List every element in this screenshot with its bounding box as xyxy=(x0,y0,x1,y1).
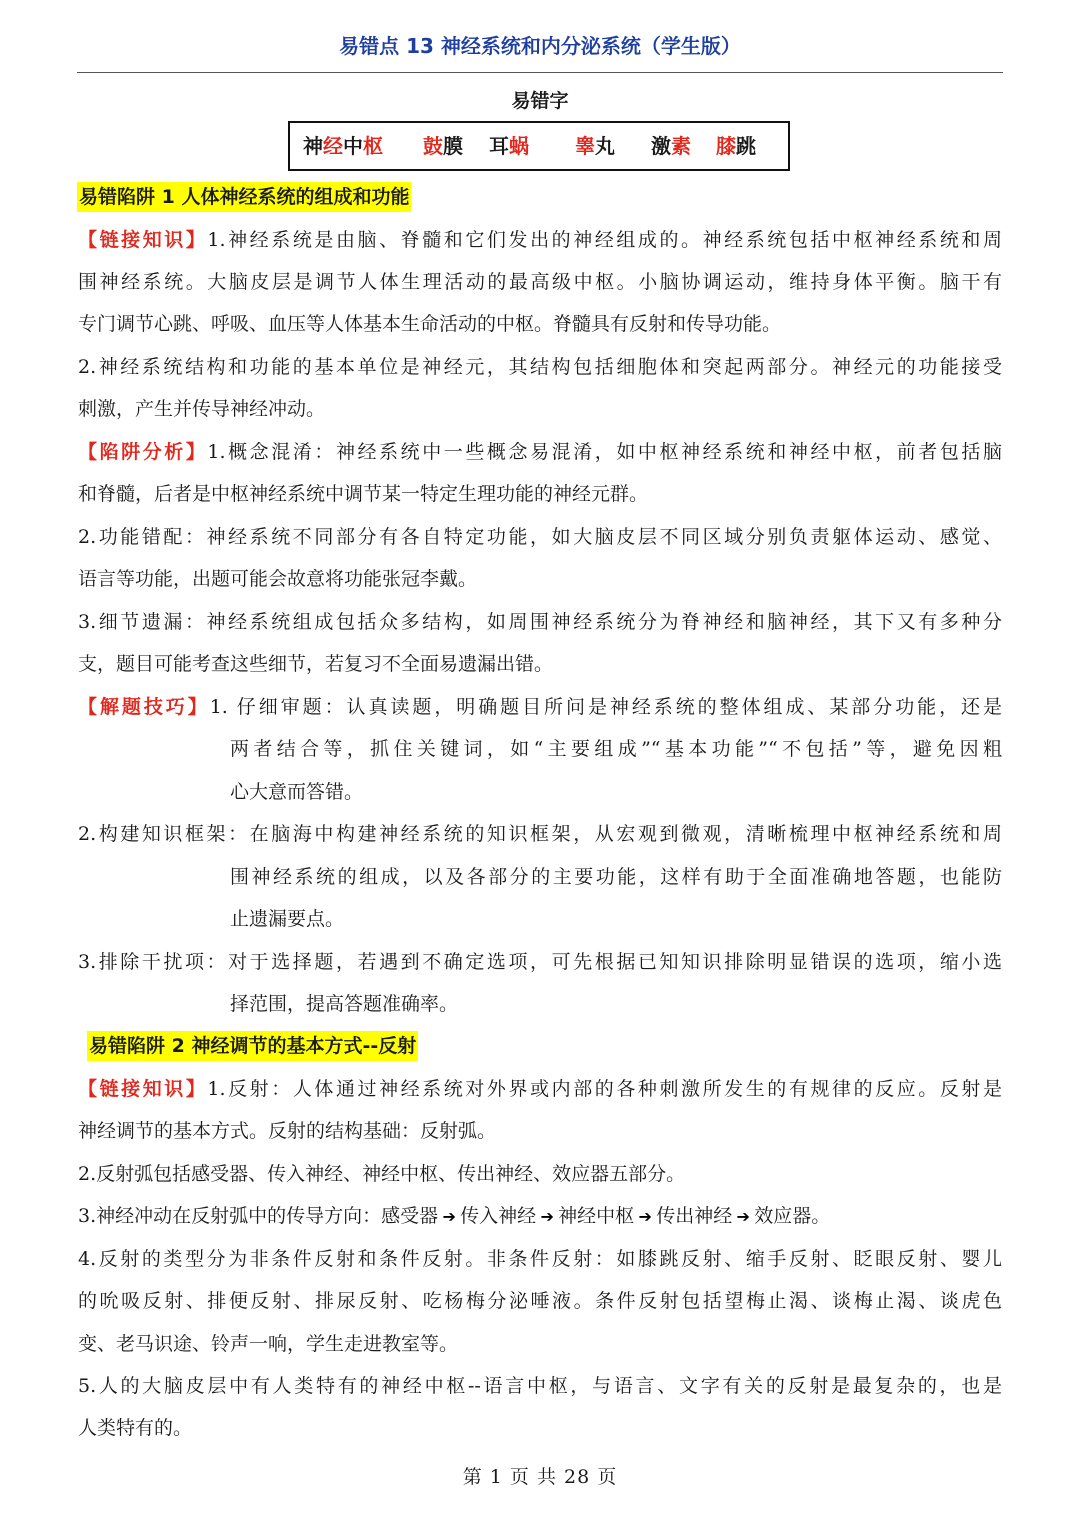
paragraph-line: 围神经系统的组成，以及各部分的主要功能，这样有助于全面准确地答题，也能防 xyxy=(230,866,1002,888)
path-step: 效应器。 xyxy=(754,1205,831,1227)
right-arrow-icon: ➔ xyxy=(442,1207,456,1226)
term-jisu: 激素 xyxy=(651,134,691,158)
path-step: 感受器 xyxy=(381,1205,439,1227)
right-arrow-icon: ➔ xyxy=(736,1207,750,1226)
term-erwo: 耳蜗 xyxy=(489,134,529,158)
term-gaowan: 睾丸 xyxy=(575,134,615,158)
trap-analysis-tag: 【陷阱分析】 xyxy=(78,441,208,463)
page-number: 第 1 页 共 28 页 xyxy=(462,1466,618,1488)
paragraph-line: 2.构建知识框架：在脑海中构建神经系统的知识框架，从宏观到微观，清晰梳理中枢神经系统和周 xyxy=(78,823,1002,845)
paragraph-line: 3.排除干扰项：对于选择题，若遇到不确定选项，可先根据已知知识排除明显错误的选项，缩小选 xyxy=(78,951,1002,973)
link-knowledge-tag: 【链接知识】 xyxy=(78,1078,208,1100)
paragraph-line: 专门调节心跳、呼吸、血压等人体基本生命活动的中枢。脊髓具有反射和传导功能。 xyxy=(78,313,782,335)
paragraph-line: 【链接知识】1.反射：人体通过神经系统对外界或内部的各种刺激所发生的有规律的反应。反射是 xyxy=(78,1078,1002,1100)
path-step: 传入神经 xyxy=(460,1205,537,1227)
paragraph-line: 4.反射的类型分为非条件反射和条件反射。非条件反射：如膝跳反射、缩手反射、眨眼反射、婴儿 xyxy=(78,1248,1002,1270)
paragraph-line: 心大意而答错。 xyxy=(230,781,364,803)
paragraph-line: 人类特有的。 xyxy=(78,1417,193,1439)
paragraph-line: 择范围，提高答题准确率。 xyxy=(230,993,459,1015)
paragraph-line: 2.功能错配：神经系统不同部分有各自特定功能，如大脑皮层不同区域分别负责躯体运动、感觉、 xyxy=(78,526,1002,548)
paragraph-line: 的吮吸反射、排便反射、排尿反射、吃杨梅分泌唾液。条件反射包括望梅止渴、谈梅止渴、谈虎色 xyxy=(78,1290,1002,1312)
path-step: 传出神经 xyxy=(656,1205,733,1227)
document-title: 易错点 13 神经系统和内分泌系统（学生版） xyxy=(339,34,741,58)
paragraph-line: 和脊髓，后者是中枢神经系统中调节某一特定生理功能的神经元群。 xyxy=(78,483,649,505)
right-arrow-icon: ➔ xyxy=(638,1207,652,1226)
paragraph-line: 语言等功能，出题可能会故意将功能张冠李戴。 xyxy=(78,568,478,590)
paragraph-line: 神经调节的基本方式。反射的结构基础：反射弧。 xyxy=(78,1120,497,1142)
paragraph-line: 【陷阱分析】1.概念混淆：神经系统中一些概念易混淆，如中枢神经系统和神经中枢，前者包括脑 xyxy=(78,441,1002,463)
paragraph-line: 2.反射弧包括感受器、传入神经、神经中枢、传出神经、效应器五部分。 xyxy=(78,1163,686,1185)
reflex-path-line: 3.神经冲动在反射弧中的传导方向：感受器 ➔ 传入神经 ➔ 神经中枢 ➔ 传出神经 ➔ 效应器。 xyxy=(78,1203,830,1230)
paragraph-line: 止遗漏要点。 xyxy=(230,908,345,930)
paragraph-line: 刺激，产生并传导神经冲动。 xyxy=(78,398,326,420)
solving-tips-tag: 【解题技巧】 xyxy=(78,696,210,718)
mistake-characters-box xyxy=(288,121,790,171)
header-divider xyxy=(77,72,1003,73)
paragraph-line: 变、老马识途、铃声一响，学生走进教室等。 xyxy=(78,1333,459,1355)
trap-1-heading: 易错陷阱 1 人体神经系统的组成和功能 xyxy=(77,182,411,212)
paragraph-line: 2.神经系统结构和功能的基本单位是神经元，其结构包括细胞体和突起两部分。神经元的功能接受 xyxy=(78,356,1002,378)
paragraph-line: 5.人的大脑皮层中有人类特有的神经中枢--语言中枢，与语言、文字有关的反射是最复杂的，也是 xyxy=(78,1375,1002,1397)
trap-2-heading: 易错陷阱 2 神经调节的基本方式--反射 xyxy=(87,1031,418,1061)
paragraph-line: 支，题目可能考查这些细节，若复习不全面易遗漏出错。 xyxy=(78,653,554,675)
term-gumo: 鼓膜 xyxy=(423,134,463,158)
link-knowledge-tag: 【链接知识】 xyxy=(78,229,208,251)
path-step: 神经中枢 xyxy=(558,1205,635,1227)
paragraph-line: 两者结合等，抓住关键词，如“主要组成”“基本功能”“不包括”等，避免因粗 xyxy=(230,738,1002,760)
section-heading: 易错字 xyxy=(511,90,569,112)
term-xitiao: 膝跳 xyxy=(716,134,756,158)
paragraph-line: 【解题技巧】1. 仔细审题：认真读题，明确题目所问是神经系统的整体组成、某部分功能，还是 xyxy=(78,696,1002,718)
term-shenjingzhongshu: 神经中枢 xyxy=(303,134,383,158)
paragraph-line: 围神经系统。大脑皮层是调节人体生理活动的最高级中枢。小脑协调运动，维持身体平衡。脑干有 xyxy=(78,271,1002,293)
paragraph-line: 3.细节遗漏：神经系统组成包括众多结构，如周围神经系统分为脊神经和脑神经，其下又有多种分 xyxy=(78,611,1002,633)
paragraph-line: 【链接知识】1.神经系统是由脑、脊髓和它们发出的神经组成的。神经系统包括中枢神经系统和周 xyxy=(78,229,1002,251)
right-arrow-icon: ➔ xyxy=(540,1207,554,1226)
